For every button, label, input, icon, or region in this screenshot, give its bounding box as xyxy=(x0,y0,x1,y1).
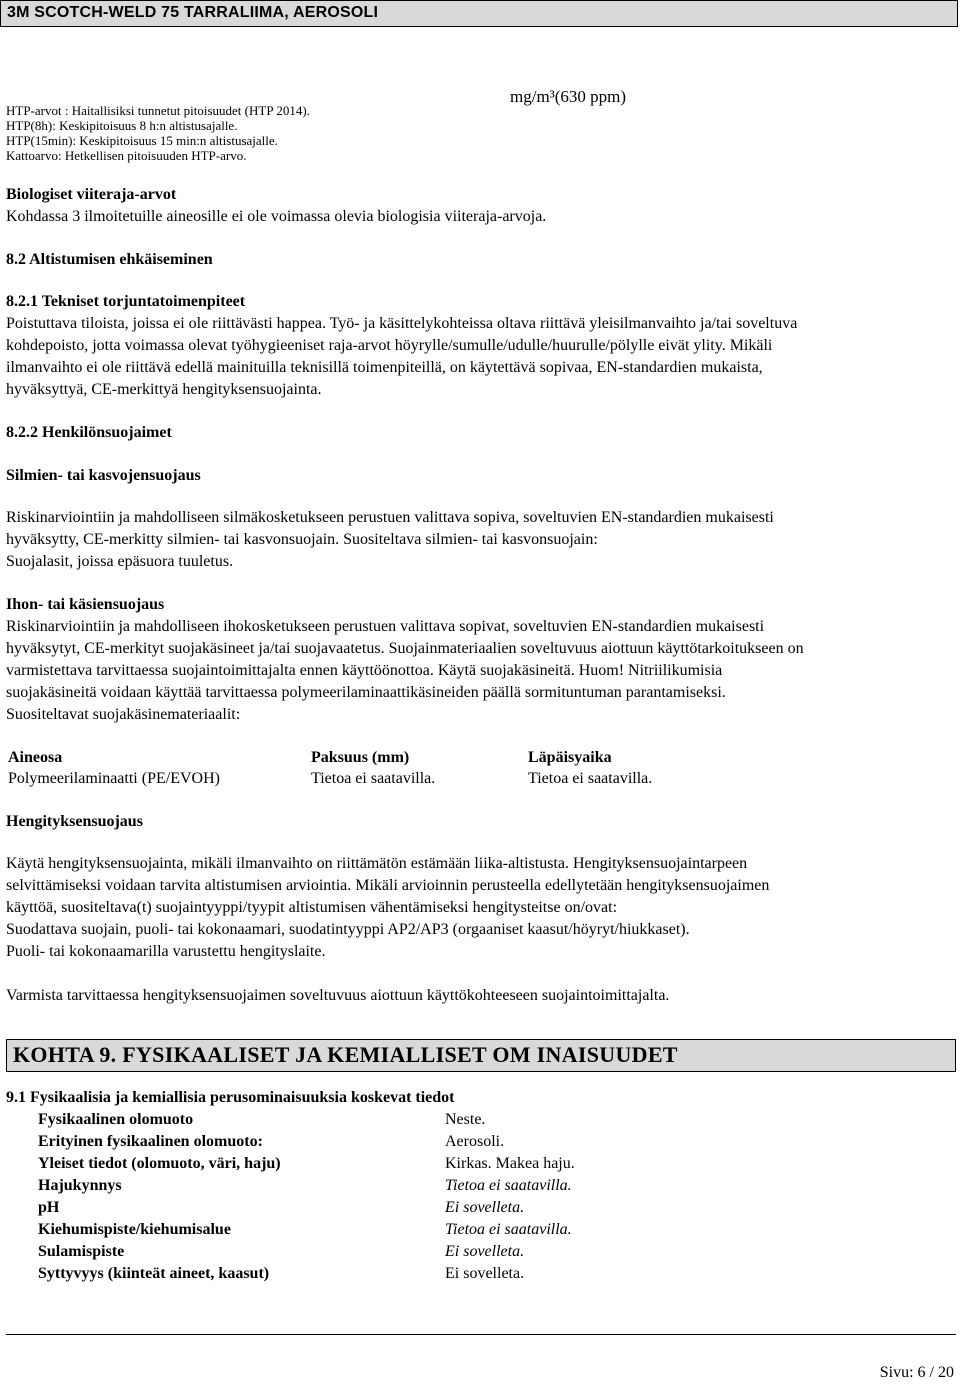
paragraph-line: käyttöä, suositeltava(t) suojaintyyppi/tyypit altistumisen vähentämiseksi hengitysteitse on/ovat: xyxy=(6,899,618,916)
limit-value: mg/m³(630 ppm) xyxy=(510,87,627,106)
paragraph-line: Puoli- tai kokonaamarilla varustettu hengityslaite. xyxy=(6,943,326,960)
section-9-title: KOHTA 9. FYSIKAALISET JA KEMIALLISET OM INAISUUDET xyxy=(13,1042,678,1067)
section-9-1-heading: 9.1 Fysikaalisia ja kemiallisia perusominaisuuksia koskevat tiedot xyxy=(6,1089,455,1106)
limits-note: HTP(15min): Keskipitoisuus 15 min:n altistusajalle. xyxy=(6,133,278,148)
property-value: Tietoa ei saatavilla. xyxy=(445,1221,572,1238)
property-label: pH xyxy=(38,1199,60,1216)
paragraph-line: Riskinarviointiin ja mahdolliseen silmäkosketukseen perustuen valittava sopiva, soveltuvien EN-standardien mukaisesti xyxy=(6,509,774,526)
paragraph-line: Käytä hengityksensuojainta, mikäli ilmanvaihto on riittämätön estämään liika-altistusta. Hengityksensuojaintarpeen xyxy=(6,855,748,872)
bio-text: Kohdassa 3 ilmoitetuille aineosille ei ole voimassa olevia biologisia viiteraja-arvoja. xyxy=(6,208,547,225)
paragraph-line: ilmanvaihto ei ole riittävä edellä mainituilla teknisillä toimenpiteillä, on käytettävä sopivaa, EN-standardien mukaista, xyxy=(6,359,763,376)
eye-protection-heading: Silmien- tai kasvojensuojaus xyxy=(6,467,201,484)
property-label: Sulamispiste xyxy=(38,1243,125,1260)
property-label: Fysikaalinen olomuoto xyxy=(38,1111,194,1128)
property-value: Ei sovelleta. xyxy=(445,1199,525,1216)
skin-protection-heading: Ihon- tai käsiensuojaus xyxy=(6,596,165,613)
table-header-substance: Aineosa xyxy=(8,749,63,766)
property-label: Erityinen fysikaalinen olomuoto: xyxy=(38,1133,263,1150)
respiratory-note: Varmista tarvittaessa hengityksensuojaimen soveltuvuus aiottuun käyttökohteeseen suojaintoimittajalta. xyxy=(6,987,670,1004)
property-label: Syttyvyys (kiinteät aineet, kaasut) xyxy=(38,1265,270,1282)
paragraph-line: hyväksytty, CE-merkitty silmien- tai kasvonsuojain. Suositeltava silmien- tai kasvonsuojain: xyxy=(6,531,598,548)
property-value: Ei sovelleta. xyxy=(445,1243,525,1260)
section-8-2-2-heading: 8.2.2 Henkilönsuojaimet xyxy=(6,424,172,441)
bio-heading: Biologiset viiteraja-arvot xyxy=(6,186,177,203)
paragraph-line: varmistettava tarvittaessa suojaintoimittajalta ennen käyttöönottoa. Käytä suojakäsineitä. Huom! Nitriilikumisia xyxy=(6,662,723,679)
table-cell: Tietoa ei saatavilla. xyxy=(528,770,653,787)
property-value: Aerosoli. xyxy=(445,1133,505,1150)
paragraph-line: Suojalasit, joissa epäsuora tuuletus. xyxy=(6,553,234,570)
respiratory-protection-heading: Hengityksensuojaus xyxy=(6,813,143,830)
limits-note: HTP(8h): Keskipitoisuus 8 h:n altistusajalle. xyxy=(6,118,238,133)
paragraph-line: kohdepoisto, jotta voimassa olevat työhygieeniset raja-arvot höyrylle/sumulle/udulle/huurulle/pölylle eivät ylity. Mikäli xyxy=(6,337,773,354)
footer-divider xyxy=(6,1334,956,1335)
property-value: Neste. xyxy=(445,1111,486,1128)
property-value: Tietoa ei saatavilla. xyxy=(445,1177,572,1194)
section-9-banner xyxy=(6,1039,956,1072)
limits-note: Kattoarvo: Hetkellisen pitoisuuden HTP-arvo. xyxy=(6,148,247,163)
table-cell: Tietoa ei saatavilla. xyxy=(311,770,436,787)
property-value: Kirkas. Makea haju. xyxy=(445,1155,575,1172)
paragraph-line: suojakäsineitä voidaan käyttää tarvittaessa polymeerilaminaattikäsineiden päällä sormituntuman parantamiseksi. xyxy=(6,684,726,701)
section-8-2-1-heading: 8.2.1 Tekniset torjuntatoimenpiteet xyxy=(6,293,246,310)
paragraph-line: Poistuttava tiloista, joissa ei ole riittävästi happea. Työ- ja käsittelykohteissa oltava riittävä yleisilmanvaihto ja/tai soveltuva xyxy=(6,315,798,332)
document-header xyxy=(0,0,958,27)
property-label: Kiehumispiste/kiehumisalue xyxy=(38,1221,231,1238)
paragraph-line: Suodattava suojain, puoli- tai kokonaamari, suodatintyyppi AP2/AP3 (orgaaniset kaasut/höyryt/hiukkaset). xyxy=(6,921,690,938)
page-number: Sivu: 6 / 20 xyxy=(879,1364,954,1381)
paragraph-line: Riskinarviointiin ja mahdolliseen ihokosketukseen perustuen valittava sopivat, soveltuvien EN-standardien mukaisesti xyxy=(6,618,765,635)
limits-note: HTP-arvot : Haitallisiksi tunnetut pitoisuudet (HTP 2014). xyxy=(6,103,310,118)
table-cell: Polymeerilaminaatti (PE/EVOH) xyxy=(8,770,220,787)
paragraph-line: Suositeltavat suojakäsinemateriaalit: xyxy=(6,706,241,723)
paragraph-line: hyväksytyt, CE-merkityt suojakäsineet ja/tai suojavaatetus. Suojainmateriaalien soveltuvuus aiottuun käyttötarkoitukseen on xyxy=(6,640,804,657)
paragraph-line: selvittämiseksi voidaan tarvita altistumisen arviointia. Mikäli arvioinnin perusteella edellytetään hengityksensuojaimen xyxy=(6,877,770,894)
table-header-breakthrough: Läpäisyaika xyxy=(528,749,612,766)
document-title: 3M SCOTCH-WELD 75 TARRALIIMA, AEROSOLI xyxy=(7,4,379,21)
property-value: Ei sovelleta. xyxy=(445,1265,525,1282)
property-label: Yleiset tiedot (olomuoto, väri, haju) xyxy=(38,1155,281,1172)
paragraph-line: hyväksyttyä, CE-merkittyä hengityksensuojainta. xyxy=(6,381,322,398)
section-8-2-heading: 8.2 Altistumisen ehkäiseminen xyxy=(6,251,213,268)
property-label: Hajukynnys xyxy=(38,1177,122,1194)
table-header-thickness: Paksuus (mm) xyxy=(311,749,410,766)
